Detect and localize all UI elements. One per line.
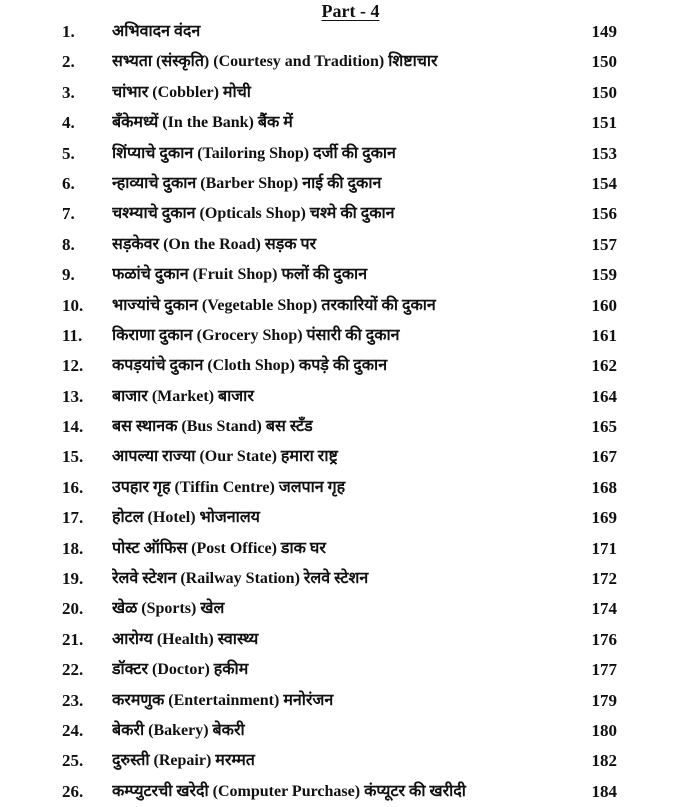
entry-title: सड़केवर (On the Road) सड़क पर	[112, 235, 317, 253]
entry-title: करमणुक (Entertainment) मनोरंजन	[112, 691, 334, 709]
entry-page-number: 151	[591, 113, 617, 133]
entry-number: 3.	[62, 82, 75, 102]
toc-entry	[0, 777, 683, 807]
toc-entry	[0, 442, 683, 472]
entry-number: 20.	[62, 599, 84, 619]
entry-number: 17.	[62, 508, 84, 528]
toc-entry	[0, 686, 683, 716]
entry-title: चश्म्याचे दुकान (Opticals Shop) चश्मे की दुकान	[112, 205, 395, 223]
entry-page-number: 172	[591, 569, 617, 589]
entry-title: कम्प्युटरची खरेदी (Computer Purchase) कंप्यूटर की खरीदी	[112, 782, 466, 800]
entry-page-number: 180	[591, 720, 617, 740]
entry-title: दुरुस्ती (Repair) मरम्मत	[112, 752, 255, 770]
entry-number: 24.	[62, 720, 84, 740]
entry-title: चांभार (Cobbler) मोची	[112, 83, 251, 101]
entry-number: 8.	[62, 234, 75, 254]
toc-entry	[0, 625, 683, 655]
entry-page-number: 169	[591, 508, 617, 528]
entry-number: 15.	[62, 447, 84, 467]
entry-page-number: 150	[591, 82, 617, 102]
entry-page-number: 161	[591, 325, 617, 345]
entry-number: 7.	[62, 204, 75, 224]
entry-page-number: 156	[591, 204, 617, 224]
toc-entry	[0, 108, 683, 138]
toc-entry	[0, 78, 683, 108]
entry-page-number: 165	[591, 417, 617, 437]
entry-page-number: 164	[591, 386, 617, 406]
entry-number: 4.	[62, 113, 75, 133]
entry-title: सभ्यता (संस्कृति) (Courtesy and Tradition) शिष्टाचार	[112, 53, 438, 71]
entry-number: 18.	[62, 538, 84, 558]
entry-title: आपल्या राज्या (Our State) हमारा राष्ट्र	[112, 448, 338, 466]
toc-entry	[0, 382, 683, 412]
entry-page-number: 182	[591, 751, 617, 771]
table-of-contents	[0, 17, 683, 807]
entry-page-number: 154	[591, 173, 617, 193]
toc-entry	[0, 199, 683, 229]
entry-title: भाज्यांचे दुकान (Vegetable Shop) तरकारियों की दुकान	[112, 296, 436, 314]
entry-title: होटल (Hotel) भोजनालय	[112, 509, 260, 527]
toc-entry	[0, 351, 683, 381]
entry-page-number: 179	[591, 690, 617, 710]
entry-title: कपड़यांचे दुकान (Cloth Shop) कपड़े की दुकान	[112, 357, 388, 375]
entry-page-number: 162	[591, 356, 617, 376]
entry-title: किराणा दुकान (Grocery Shop) पंसारी की दुकान	[112, 326, 400, 344]
entry-number: 1.	[62, 22, 75, 41]
entry-title: बाजार (Market) बाजार	[112, 387, 254, 405]
entry-title: अभिवादन वंदन	[112, 23, 201, 40]
entry-number: 6.	[62, 173, 75, 193]
entry-page-number: 150	[591, 52, 617, 72]
toc-entry	[0, 564, 683, 594]
entry-number: 10.	[62, 295, 84, 315]
toc-entry	[0, 291, 683, 321]
toc-entry	[0, 503, 683, 533]
entry-title: पोस्ट ऑफिस (Post Office) डाक घर	[112, 539, 326, 557]
toc-entry	[0, 169, 683, 199]
entry-page-number: 168	[591, 477, 617, 497]
entry-number: 14.	[62, 417, 84, 437]
entry-number: 23.	[62, 690, 84, 710]
entry-page-number: 149	[591, 22, 617, 41]
toc-entry	[0, 321, 683, 351]
entry-page-number: 174	[591, 599, 617, 619]
entry-number: 2.	[62, 52, 75, 72]
toc-entry	[0, 746, 683, 776]
entry-page-number: 176	[591, 629, 617, 649]
entry-title: फळांचे दुकान (Fruit Shop) फलों की दुकान	[112, 266, 368, 284]
entry-page-number: 153	[591, 143, 617, 163]
toc-entry	[0, 17, 683, 47]
entry-number: 22.	[62, 660, 84, 680]
toc-entry	[0, 534, 683, 564]
entry-title: न्हाव्याचे दुकान (Barber Shop) नाई की दुकान	[112, 174, 382, 192]
toc-entry	[0, 139, 683, 169]
entry-number: 21.	[62, 629, 84, 649]
entry-number: 5.	[62, 143, 75, 163]
entry-page-number: 171	[591, 538, 617, 558]
entry-page-number: 157	[591, 234, 617, 254]
entry-title: बेकरी (Bakery) बेकरी	[112, 721, 245, 739]
toc-entry	[0, 47, 683, 77]
toc-entry	[0, 473, 683, 503]
entry-number: 13.	[62, 386, 84, 406]
toc-entry	[0, 655, 683, 685]
toc-entry	[0, 230, 683, 260]
entry-title: शिंप्याचे दुकान (Tailoring Shop) दर्जी की दुकान	[112, 144, 396, 162]
entry-number: 16.	[62, 477, 84, 497]
entry-number: 19.	[62, 569, 84, 589]
entry-title: उपहार गृह (Tiffin Centre) जलपान गृह	[112, 478, 346, 496]
entry-title: बस स्थानक (Bus Stand) बस स्टॅंड	[112, 418, 313, 436]
toc-entry	[0, 594, 683, 624]
entry-title: रेलवे स्टेशन (Railway Station) रेलवे स्टेशन	[112, 570, 369, 588]
entry-number: 12.	[62, 356, 84, 376]
entry-title: डॉक्टर (Doctor) हकीम	[112, 661, 249, 679]
toc-entry	[0, 260, 683, 290]
entry-page-number: 177	[591, 660, 617, 680]
entry-title: खेळ (Sports) खेल	[112, 600, 225, 618]
entry-title: बॅंकेमध्यें (In the Bank) बैंक में	[112, 114, 293, 132]
entry-page-number: 184	[591, 781, 617, 801]
entry-page-number: 160	[591, 295, 617, 315]
toc-entry	[0, 412, 683, 442]
part-title: Part - 4	[321, 1, 380, 21]
entry-page-number: 167	[591, 447, 617, 467]
entry-number: 26.	[62, 781, 84, 801]
entry-number: 11.	[62, 325, 83, 345]
entry-number: 9.	[62, 265, 75, 285]
entry-page-number: 159	[591, 265, 617, 285]
toc-entry	[0, 716, 683, 746]
entry-title: आरोग्य (Health) स्वास्थ्य	[112, 630, 259, 648]
entry-number: 25.	[62, 751, 84, 771]
